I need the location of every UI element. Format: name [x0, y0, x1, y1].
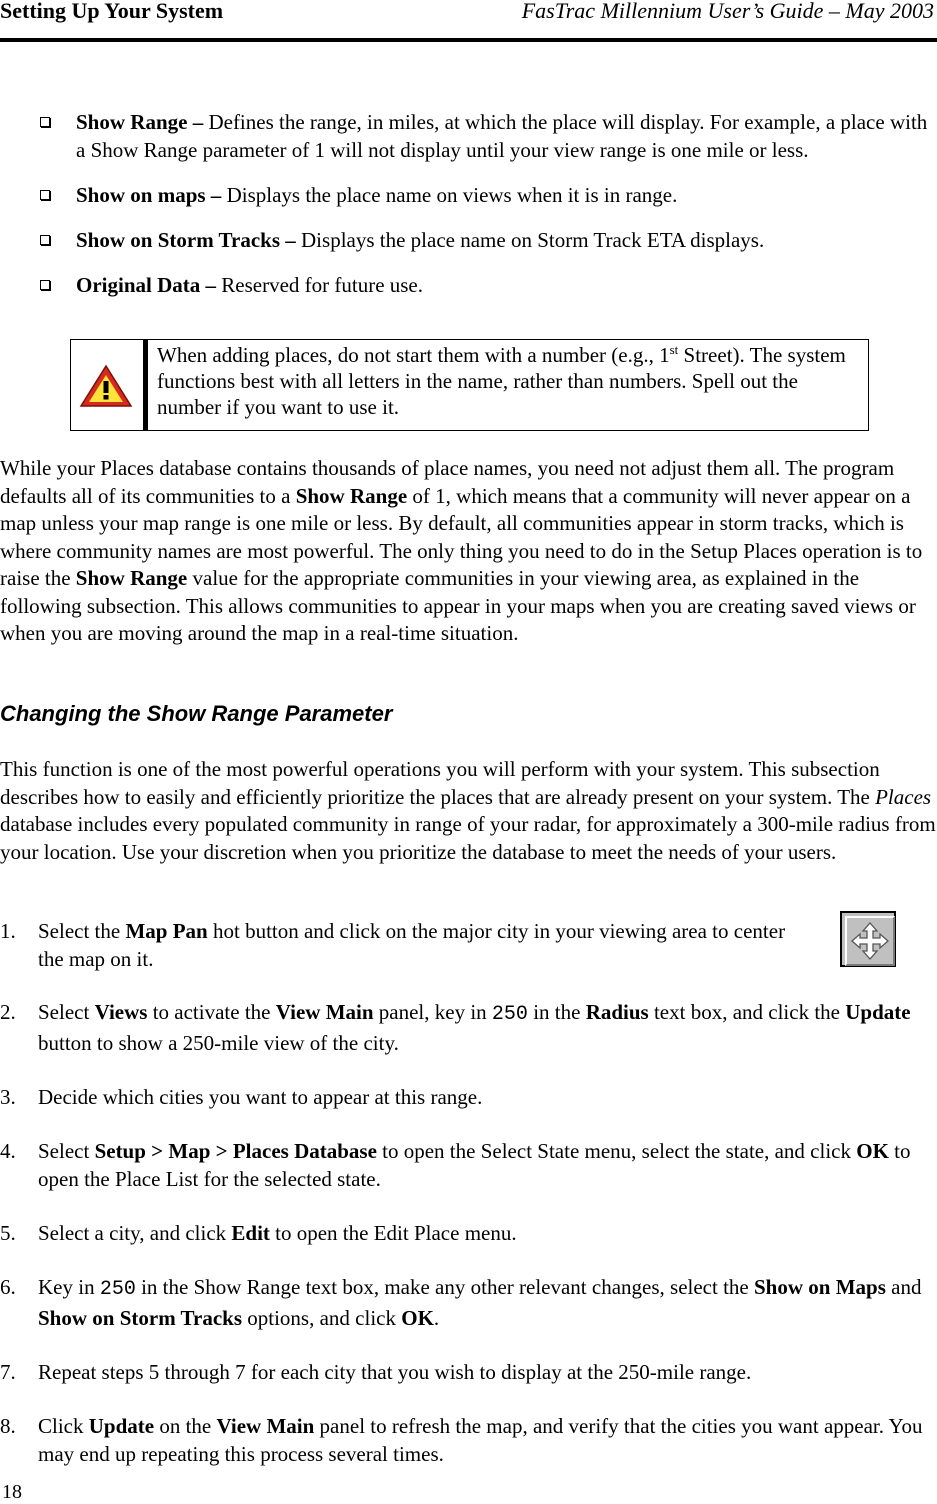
text-run-bold: Show on Storm Tracks [38, 1306, 243, 1330]
text-run: Select [38, 1000, 95, 1024]
text-run: Repeat steps 5 through 7 for each city that you wish to display at the 250-mile range. [38, 1360, 752, 1384]
checkbox-bullet-icon [40, 280, 50, 290]
list-item [40, 181, 930, 209]
code-value: 250 [99, 1278, 136, 1301]
step-number: 6. [0, 1275, 16, 1299]
step-number: 3. [0, 1085, 16, 1109]
text-run: button to show a 250-mile view of the city. [38, 1031, 399, 1055]
text-run-italic: Places [875, 784, 932, 809]
text-run: hot button and click on the major city in your viewing area to center the map on it. [38, 919, 786, 971]
text-run-bold: OK [856, 1139, 889, 1163]
warning-text-part: When adding places, do not start them with a number (e.g., 1 [157, 343, 670, 367]
text-run: panel to refresh the map, and verify that the cities you want appear. You may end up repeating this process several times. [38, 1414, 923, 1466]
warning-note [70, 339, 869, 431]
text-run-bold: Setup > Map > Places Database [94, 1139, 377, 1163]
text-run: to open the Edit Place menu. [269, 1221, 517, 1245]
bullet-term: Show on maps – [76, 183, 222, 207]
warning-text [157, 342, 857, 420]
list-item [40, 271, 930, 299]
list-item [40, 108, 930, 164]
header-guide-title: FasTrac Millennium User’s Guide – May 2003 [521, 0, 934, 23]
text-run-bold: Show on Maps [753, 1275, 886, 1299]
warning-text-part: Street). The system functions best with all letters in the name, rather than numbers. Spell out the number if you want to use it. [157, 343, 846, 419]
text-run-bold: Show Range [75, 566, 188, 590]
step-number: 2. [0, 1000, 16, 1024]
parameter-list [40, 108, 930, 316]
page-number: 18 [2, 1481, 22, 1503]
intro-paragraph [0, 455, 937, 648]
text-run: Click [38, 1414, 89, 1438]
bullet-term: Show Range – [76, 110, 204, 134]
text-run: This function is one of the most powerful operations you will perform with your system. This subsection describes how to easily and efficiently prioritize the places that are already present on your system. The [0, 757, 880, 809]
section-heading: Changing the Show Range Parameter [0, 701, 393, 726]
text-run: Select the [38, 919, 126, 943]
code-value: 250 [491, 1003, 528, 1026]
step-number: 4. [0, 1139, 16, 1163]
text-run: text box, and click the [648, 1000, 846, 1024]
text-run: and [885, 1275, 922, 1299]
text-run: on the [154, 1414, 217, 1438]
text-run-bold: View Main [216, 1414, 315, 1438]
text-run: . [433, 1306, 440, 1330]
bullet-text: Defines the range, in miles, at which the place will display. For example, a place with a Show Range parameter of 1 will not display until your view range is one mile or less. [76, 110, 928, 162]
warning-triangle-icon [79, 364, 133, 408]
list-item [0, 1412, 930, 1468]
text-run: of 1, which means that a community will never appear on a map unless your map range is one mile or less. By default, all communities appear in storm tracks, which is where community names are most powerful. The only thing you need to do in the Setup Places operation is to raise the [0, 483, 923, 590]
checkbox-bullet-icon [40, 190, 50, 200]
text-run: database includes every populated community in range of your radar, for approximately a 300-mile radius from your location. Use your discretion when you prioritize the database to meet the needs of your users. [0, 812, 936, 864]
bullet-text: Displays the place name on Storm Track ETA displays. [295, 228, 765, 252]
text-run: Select [38, 1139, 95, 1163]
text-run-bold: View Main [275, 1000, 374, 1024]
step-number: 1. [0, 919, 16, 943]
list-item [0, 917, 808, 973]
page-header [0, 0, 937, 42]
text-run: Key in [38, 1275, 100, 1299]
text-run-bold: Map Pan [125, 919, 208, 943]
checkbox-bullet-icon [40, 117, 50, 127]
list-item [0, 1219, 930, 1247]
list-item [0, 1273, 930, 1332]
text-run-bold: Edit [231, 1221, 270, 1245]
bullet-term: Original Data – [76, 273, 216, 297]
text-run: Decide which cities you want to appear at this range. [38, 1085, 483, 1109]
text-run: to activate the [147, 1000, 276, 1024]
text-run: in the Show Range text box, make any other relevant changes, select the [135, 1275, 754, 1299]
text-run: panel, key in [373, 1000, 492, 1024]
warning-icon-cell [71, 340, 148, 430]
ordinal-suffix: st [669, 342, 679, 357]
list-item [40, 226, 930, 254]
bullet-text: Reserved for future use. [216, 273, 424, 297]
list-item [0, 1083, 930, 1111]
text-run: value for the appropriate communities in your viewing area, as explained in the following subsection. This allows communities to appear in your maps when you are creating saved views or when you are moving around the map in a real-time situation. [0, 566, 916, 645]
text-run: in the [527, 1000, 586, 1024]
step-number: 8. [0, 1414, 16, 1438]
text-run: options, and click [242, 1306, 402, 1330]
list-item [0, 998, 930, 1057]
step-number: 7. [0, 1360, 16, 1384]
bullet-text: Displays the place name on views when it is in range. [221, 183, 678, 207]
text-run-bold: Radius [585, 1000, 649, 1024]
text-run-bold: OK [401, 1306, 434, 1330]
text-run: While your Places database contains thousands of place names, you need not adjust them all. The program defaults all of its communities to a [0, 456, 895, 508]
step-number: 5. [0, 1221, 16, 1245]
section-paragraph [0, 756, 937, 866]
procedure-steps [0, 917, 930, 1468]
checkbox-bullet-icon [40, 235, 50, 245]
text-run: to open the Place List for the selected state. [38, 1139, 911, 1191]
header-section-title: Setting Up Your System [0, 0, 224, 23]
text-run-bold: Views [94, 1000, 148, 1024]
text-run-bold: Update [845, 1000, 911, 1024]
text-run: to open the Select State menu, select the state, and click [376, 1139, 857, 1163]
bullet-term: Show on Storm Tracks – [76, 228, 296, 252]
text-run: Select a city, and click [38, 1221, 232, 1245]
list-item [0, 1358, 930, 1386]
text-run-bold: Update [88, 1414, 155, 1438]
text-run-bold: Show Range [295, 483, 408, 508]
list-item [0, 1137, 930, 1193]
